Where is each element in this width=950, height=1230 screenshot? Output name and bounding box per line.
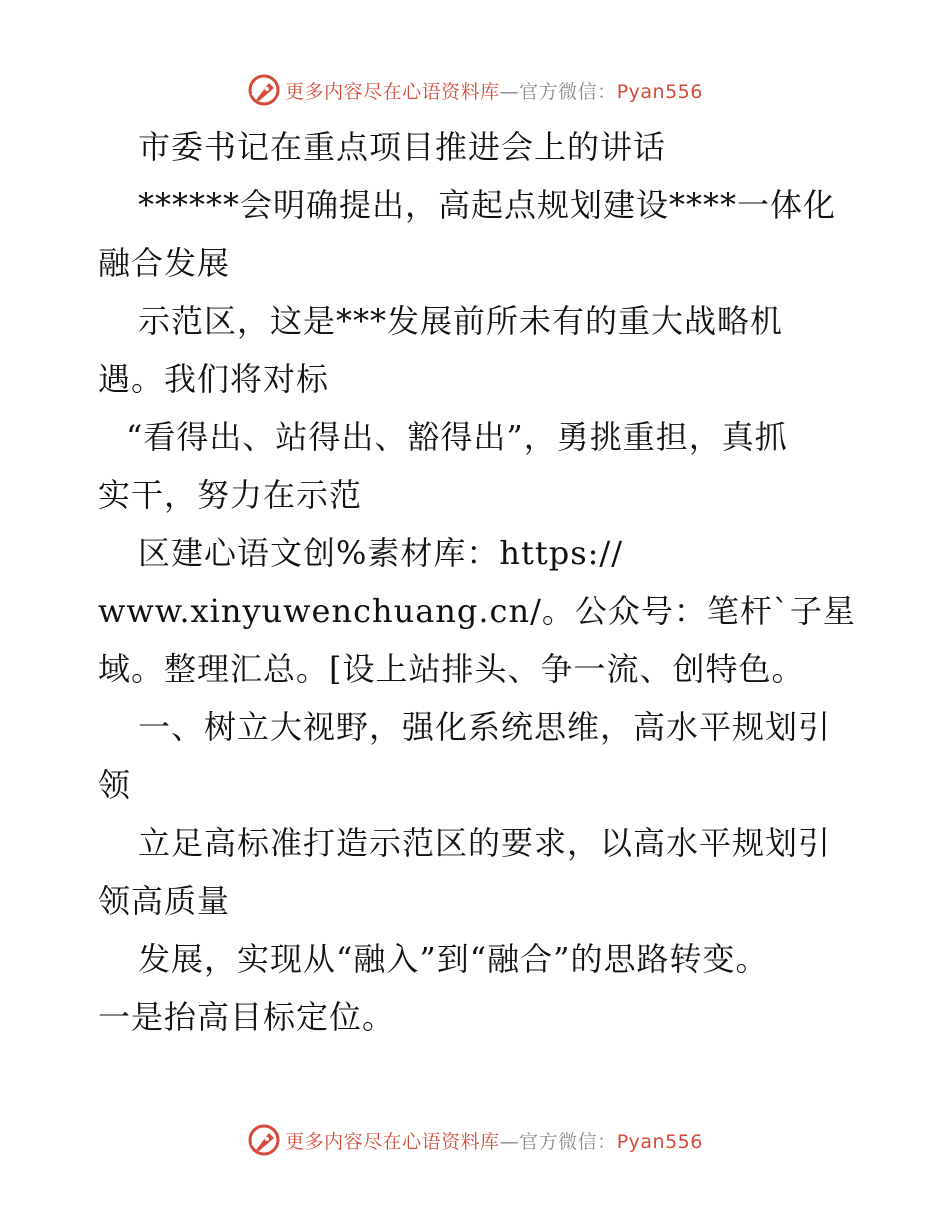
pen-nib-logo-icon	[247, 1123, 281, 1157]
banner-main-text: 更多内容尽在心语资料库	[285, 80, 500, 103]
section-heading-continued: 领	[98, 766, 132, 804]
paragraph-line: 遇。我们将对标	[98, 360, 330, 398]
paragraph-line: 领高质量	[98, 882, 231, 920]
footer-banner	[0, 1120, 950, 1160]
paragraph-line: 实干，努力在示范	[98, 476, 363, 514]
section-heading: 一、树立大视野，强化系统思维，高水平规划引	[138, 708, 832, 746]
document-title: 市委书记在重点项目推进会上的讲话	[138, 128, 667, 166]
banner-separator: —	[499, 80, 520, 103]
paragraph-line: 发展，实现从“融入”到“融合”的思路转变。	[138, 940, 769, 978]
banner-separator: —	[499, 1130, 520, 1153]
paragraph-line: 示范区，这是***发展前所未有的重大战略机	[138, 302, 784, 340]
paragraph-line: 立足高标准打造示范区的要求，以高水平规划引	[138, 824, 832, 862]
paragraph-line: 域。整理汇总。[设上站排头、争一流、创特色。	[98, 650, 805, 688]
banner-wechat-label: 官方微信：	[519, 1130, 617, 1153]
banner-text	[285, 77, 703, 104]
banner-text	[285, 1127, 703, 1154]
document-body	[98, 118, 858, 1046]
pen-nib-logo-icon	[247, 73, 281, 107]
banner-wechat-id: Pyan556	[616, 80, 703, 103]
paragraph-line: 融合发展	[98, 244, 231, 282]
banner-wechat-id: Pyan556	[616, 1130, 703, 1153]
paragraph-line: “看得出、站得出、豁得出”，勇挑重担，真抓	[126, 418, 788, 456]
banner-main-text: 更多内容尽在心语资料库	[285, 1130, 500, 1153]
paragraph-line: 一是抬高目标定位。	[98, 998, 396, 1036]
paragraph-line: 区建心语文创%素材库：https://	[138, 534, 623, 572]
paragraph-line: ******会明确提出，高起点规划建设****一体化	[138, 186, 837, 224]
paragraph-line: www.xinyuwenchuang.cn/。公众号：笔杆`子星	[98, 592, 856, 630]
header-banner	[0, 70, 950, 110]
banner-wechat-label: 官方微信：	[519, 80, 617, 103]
